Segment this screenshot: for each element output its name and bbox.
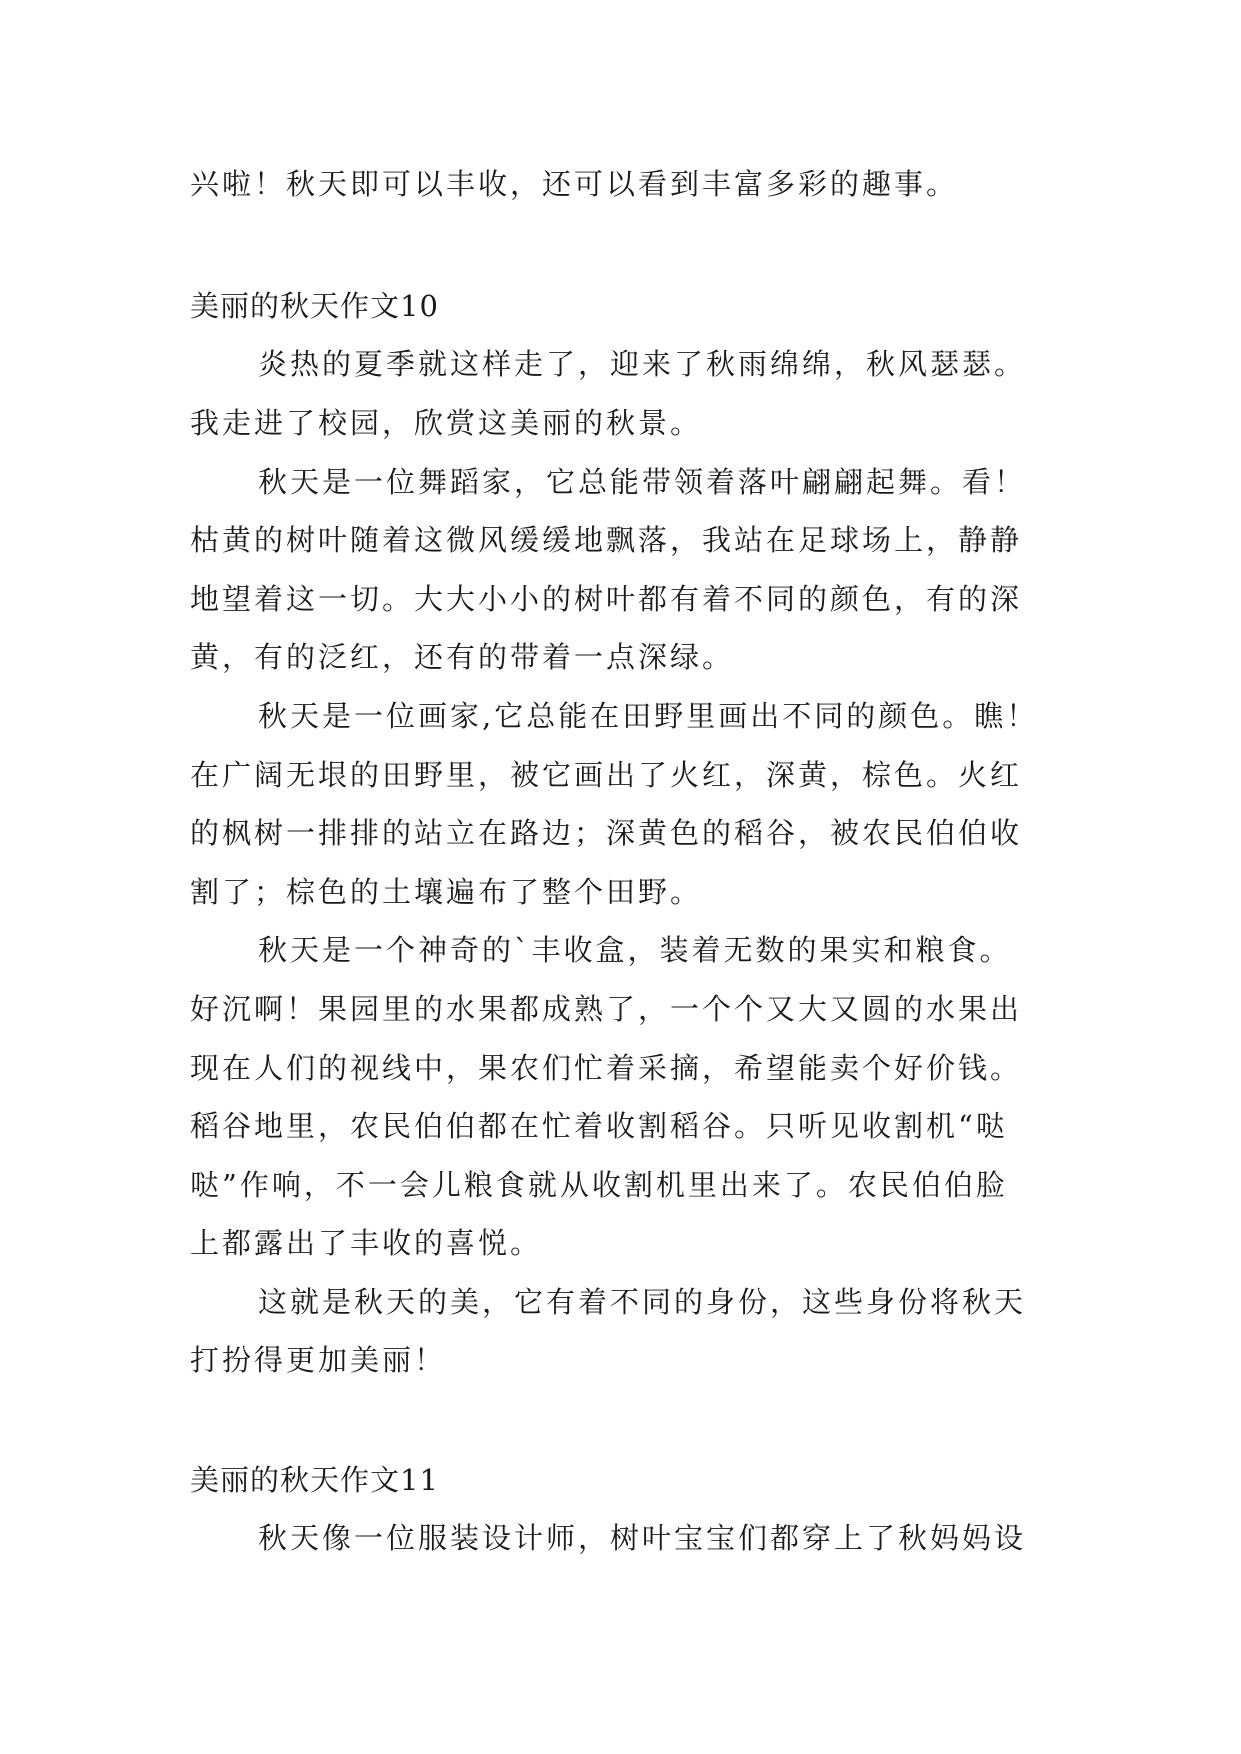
paragraph-line: 秋天是一个神奇的`丰收盒，装着无数的果实和粮食。 (258, 933, 1012, 967)
text-line: 在广阔无垠的田野里，被它画出了火红，深黄，棕色。火红 (190, 758, 1023, 792)
text-line: 割了；棕色的土壤遍布了整个田野。 (190, 875, 703, 909)
text-line: 打扮得更加美丽！ (190, 1343, 447, 1377)
text-line: 好沉啊！果园里的水果都成熟了，一个个又大又圆的水果出 (190, 992, 1023, 1026)
text-line: 现在人们的视线中，果农们忙着采摘，希望能卖个好价钱。 (190, 1051, 1023, 1085)
paragraph-line: 秋天是一位画家,它总能在田野里画出不同的颜色。瞧！ (258, 699, 1039, 733)
text-line: 的枫树一排排的站立在路边；深黄色的稻谷，被农民伯伯收 (190, 816, 1023, 850)
text-line: 我走进了校园，欣赏这美丽的秋景。 (190, 406, 703, 440)
text-line: 上都露出了丰收的喜悦。 (190, 1226, 543, 1260)
text-line: 稻谷地里，农民伯伯都在忙着收割稻谷。只听见收割机“哒 (190, 1109, 1008, 1143)
text-line: 枯黄的树叶随着这微风缓缓地飘落，我站在足球场上，静静 (190, 523, 1023, 557)
section-heading: 美丽的秋天作文10 (190, 289, 439, 323)
section-heading: 美丽的秋天作文11 (190, 1463, 439, 1497)
paragraph-line: 这就是秋天的美，它有着不同的身份，这些身份将秋天 (258, 1285, 1027, 1319)
text-line: 地望着这一切。大大小小的树叶都有着不同的颜色，有的深 (190, 582, 1023, 616)
text-line: 哒”作响，不一会儿粮食就从收割机里出来了。农民伯伯脸 (190, 1168, 1008, 1202)
paragraph-line: 秋天是一位舞蹈家，它总能带领着落叶翩翩起舞。看！ (258, 465, 1027, 499)
paragraph-line: 炎热的夏季就这样走了，迎来了秋雨绵绵，秋风瑟瑟。 (258, 347, 1027, 381)
text-line: 黄，有的泛红，还有的带着一点深绿。 (190, 640, 735, 674)
text-line: 兴啦！秋天即可以丰收，还可以看到丰富多彩的趣事。 (190, 167, 959, 201)
paragraph-line: 秋天像一位服装设计师，树叶宝宝们都穿上了秋妈妈设 (258, 1521, 1027, 1555)
